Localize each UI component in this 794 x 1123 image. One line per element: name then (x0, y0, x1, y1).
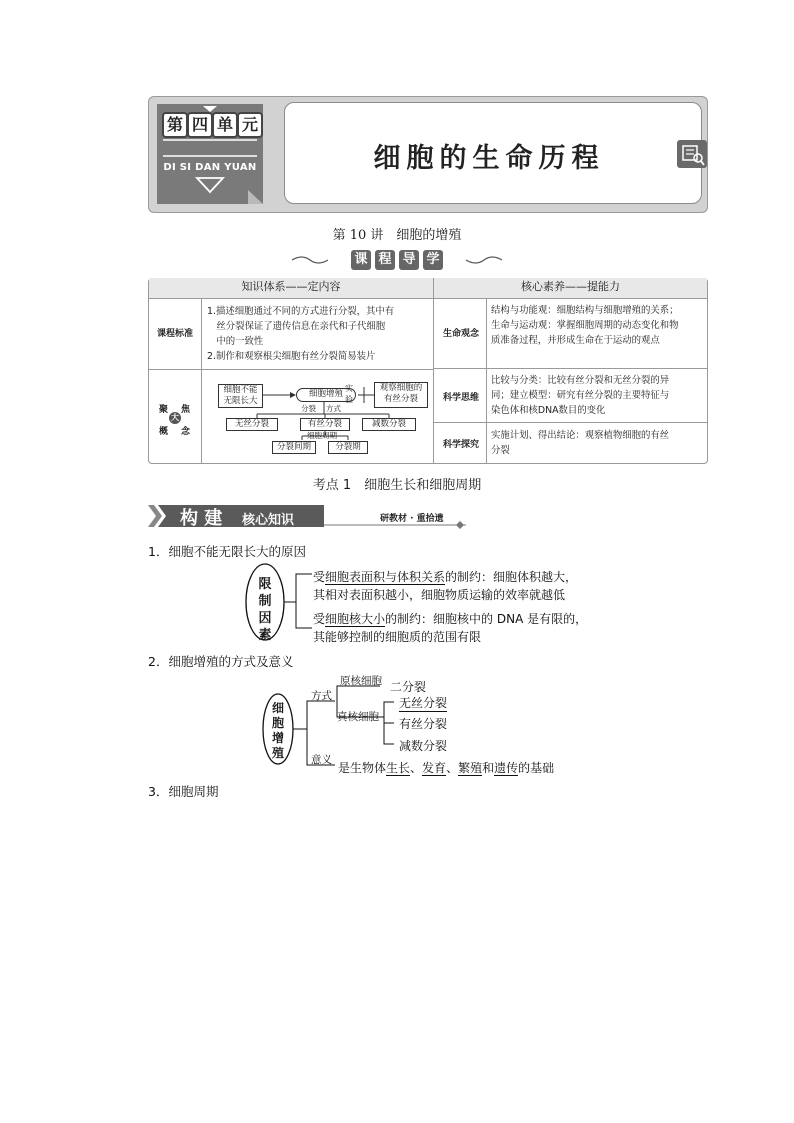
lecture-title: 第 10 讲 细胞的增殖 (332, 228, 462, 243)
item2-amitosis: 无丝分裂 (399, 696, 448, 710)
concept-text: 有丝分裂 (383, 394, 418, 404)
ornament-right-icon (464, 254, 504, 266)
literacy-label: 生命观念 (442, 329, 479, 339)
literacy-line: 生命与运动观：掌握细胞周期的动态变化和物 (491, 320, 679, 331)
section-bar-big: 构 建 (180, 508, 223, 529)
item2-mode: 方式 (311, 690, 332, 702)
unit-char: 单 (212, 112, 238, 138)
table-header-right: 核心素养——提能力 (434, 278, 707, 298)
concept-mode: 方式 (326, 404, 341, 413)
item2-circle-label (268, 701, 288, 761)
guide-heading (330, 250, 464, 270)
circle-char: 限 (258, 577, 272, 592)
ornament-left-icon (290, 254, 330, 266)
circle-char: 细 (271, 701, 284, 715)
item1-heading: 1．细胞不能无限长大的原因 (148, 544, 306, 559)
page-title: 细胞的生命历程 (373, 143, 605, 174)
item2-binary: 二分裂 (390, 680, 427, 694)
item1-reason1-line2: 其相对表面积越小，细胞物质运输的效率就越低 (313, 588, 566, 602)
literacy-text (491, 303, 706, 348)
circle-char: 因 (258, 611, 272, 626)
standard-line: 2.制作和观察根尖细胞有丝分裂简易装片 (207, 351, 376, 362)
concept-text: 观察细胞的 (379, 383, 423, 393)
item2-heading: 2．细胞增殖的方式及意义 (148, 654, 294, 669)
badge-fold (248, 190, 263, 204)
concept-char: 概 (159, 427, 169, 437)
text: 、 (446, 761, 459, 775)
concept-char: 焦 (181, 405, 191, 415)
circle-char: 增 (271, 731, 284, 745)
grid-line (148, 298, 708, 299)
guide-char: 程 (375, 250, 395, 270)
circle-char: 素 (258, 628, 272, 643)
circle-char: 制 (258, 594, 272, 609)
concept-box-proliferation: 细胞增殖 (296, 388, 356, 402)
concept-box-observe (374, 382, 428, 408)
literacy-label: 科学探究 (442, 440, 479, 450)
text: 、 (410, 761, 423, 775)
circle-char: 殖 (271, 746, 284, 760)
concept-text: 实 (345, 384, 353, 393)
literacy-text (491, 373, 706, 418)
standard-line: 丝分裂保证了遗传信息在亲代和子代细胞 (207, 321, 386, 332)
table-header-left: 知识体系——定内容 (149, 278, 433, 298)
standard-text (207, 304, 431, 364)
concept-division: 分裂 (301, 404, 316, 413)
standard-line: 1.描述细胞通过不同的方式进行分裂，其中有 (207, 306, 395, 317)
guide-char: 导 (399, 250, 419, 270)
standard-label: 课程标准 (156, 329, 193, 339)
blank-answer: 细胞核大小 (325, 612, 386, 626)
section-bar (148, 503, 466, 529)
literacy-line: 同；建立模型：研究有丝分裂的主要特征与 (491, 390, 670, 401)
literacy-line: 质准备过程，并形成生命在于运动的观点 (491, 335, 660, 346)
text: 的基础 (518, 761, 555, 775)
unit-char: 第 (162, 112, 188, 138)
item2-eukaryote: 真核细胞 (337, 711, 379, 723)
concept-box-interphase: 分裂间期 (272, 441, 316, 454)
text: 的制约：细胞体积越大， (445, 570, 578, 584)
concept-box-cannot-grow (218, 384, 263, 408)
literacy-line: 实施计划、得出结论：观察植物细胞的有丝 (491, 430, 670, 441)
blank-answer: 发育 (422, 761, 447, 775)
grid-line (433, 278, 434, 464)
concept-text: 无限长大 (223, 396, 258, 406)
grid-line (486, 298, 487, 464)
item1-reason1 (313, 568, 577, 585)
concept-char: 大 (171, 413, 179, 422)
item2-mitosis: 有丝分裂 (399, 717, 448, 731)
section-bar-right: 研教材 · 重拾遗 (380, 514, 444, 524)
concept-char: 聚 (159, 405, 169, 415)
concept-text: 验 (345, 395, 353, 404)
concept-box-meiosis: 减数分裂 (362, 418, 416, 431)
literacy-line: 比较与分类：比较有丝分裂和无丝分裂的异 (491, 375, 670, 386)
unit-pinyin: DI SI DAN YUAN (163, 162, 257, 173)
guide-char: 学 (423, 250, 443, 270)
item1-reason2-line2: 其能够控制的细胞质的范围有限 (313, 630, 482, 644)
literacy-line: 染色体和核DNA数目的变化 (491, 405, 606, 416)
item2-prokaryote: 原核细胞 (340, 675, 382, 687)
concept-label (150, 400, 200, 440)
unit-char: 四 (187, 112, 213, 138)
item3-heading: 3．细胞周期 (148, 784, 219, 799)
blank-answer: 繁殖 (458, 761, 483, 775)
literacy-label: 科学思维 (442, 393, 479, 403)
text: 受 (313, 570, 326, 584)
item2-meiosis: 减数分裂 (399, 739, 448, 753)
kaodian-title: 考点 1 细胞生长和细胞周期 (312, 478, 482, 493)
item2-meaning: 意义 (311, 754, 332, 766)
grid-line (433, 422, 708, 423)
concept-cell-cycle: 细胞周期 (307, 431, 337, 440)
text: 和 (482, 761, 495, 775)
standard-line: 中的一致性 (207, 336, 264, 347)
blank-answer: 细胞表面积与体积关系 (325, 570, 446, 584)
circle-char: 胞 (271, 716, 284, 730)
blank-answer: 生长 (386, 761, 411, 775)
book-search-icon (677, 140, 707, 168)
unit-char: 元 (237, 112, 263, 138)
item1-circle-label (254, 576, 276, 644)
text: 是生物体 (338, 761, 387, 775)
concept-text: 细胞不能 (223, 385, 258, 395)
guide-char: 课 (351, 250, 371, 270)
concept-box-m-phase: 分裂期 (328, 441, 368, 454)
literacy-text (491, 428, 706, 458)
concept-experiment (345, 383, 353, 405)
unit-badge (157, 104, 263, 204)
blank-answer: 遗传 (494, 761, 519, 775)
concept-box-amitosis: 无丝分裂 (226, 418, 278, 431)
grid-line (433, 368, 708, 369)
concept-box-mitosis: 有丝分裂 (300, 418, 350, 431)
item1-reason2 (313, 610, 587, 627)
text: 的制约：细胞核中的 DNA 是有限的， (385, 612, 588, 626)
literacy-line: 结构与功能观：细胞结构与细胞增殖的关系； (491, 305, 679, 316)
concept-char: 念 (181, 427, 191, 437)
section-bar-small: 核心知识 (242, 513, 295, 528)
item2-meaning-text (338, 759, 554, 776)
literacy-line: 分裂 (491, 445, 510, 456)
text: 受 (313, 612, 326, 626)
